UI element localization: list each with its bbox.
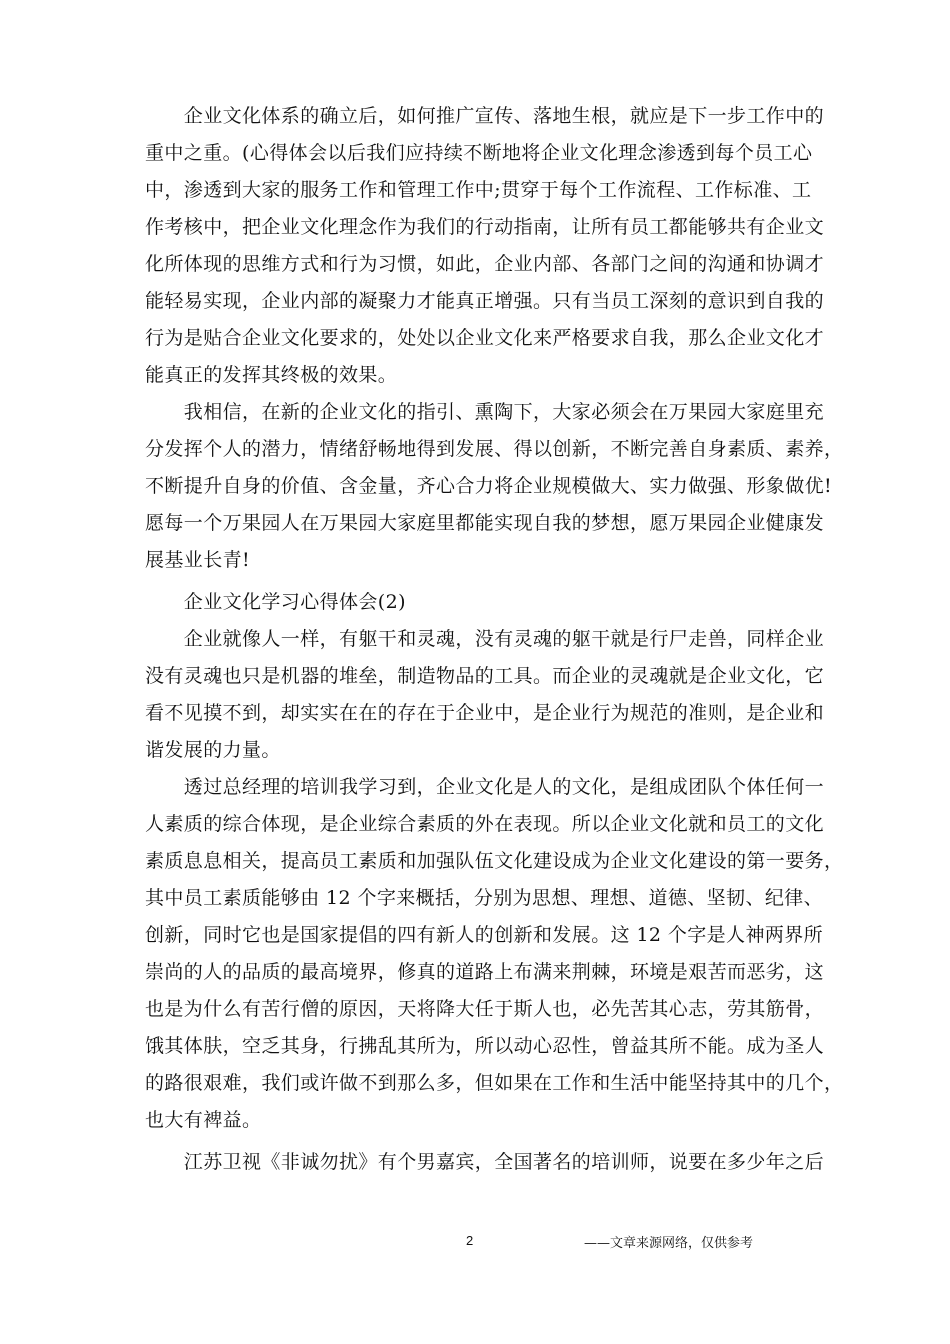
text-line: 行为是贴合企业文化要求的，处处以企业文化来严格要求自我，那么企业文化才 [145, 327, 825, 349]
text-line: 饿其体肤，空乏其身，行拂乱其所为，所以动心忍性，曾益其所不能。成为圣人 [145, 1035, 825, 1057]
text-line: 崇尚的人的品质的最高境界，修真的道路上布满来荆棘，环境是艰苦而恶劣，这 [145, 961, 825, 983]
text-line: 企业就像人一样，有躯干和灵魂，没有灵魂的躯干就是行尸走兽，同样企业 [145, 628, 825, 650]
section-heading: 企业文化学习心得体会(2) [145, 591, 406, 613]
text-line: 也大有裨益。 [145, 1109, 262, 1131]
text-line: 创新，同时它也是国家提倡的四有新人的创新和发展。这 12 个字是人神两界所 [145, 924, 824, 946]
text-line: 人素质的综合体现，是企业综合素质的外在表现。所以企业文化就和员工的文化 [145, 813, 825, 835]
text-line: 分发挥个人的潜力，情绪舒畅地得到发展、得以创新，不断完善自身素质、素养， [145, 438, 844, 460]
text-line: 也是为什么有苦行僧的原因，天将降大任于斯人也，必先苦其心志，劳其筋骨， [145, 998, 825, 1020]
text-line: 不断提升自身的价值、含金量，齐心合力将企业规模做大、实力做强、形象做优! [145, 475, 833, 497]
text-line: 其中员工素质能够由 12 个字来概括，分别为思想、理想、道德、坚韧、纪律、 [145, 887, 824, 909]
text-line: 看不见摸不到，却实实在在的存在于企业中，是企业行为规范的准则，是企业和 [145, 702, 825, 724]
text-line: 我相信，在新的企业文化的指引、熏陶下，大家必须会在万果园大家庭里充 [145, 401, 825, 423]
page-number: 2 [466, 1233, 474, 1248]
text-line: 作考核中，把企业文化理念作为我们的行动指南，让所有员工都能够共有企业文 [145, 216, 825, 238]
text-line: 企业文化体系的确立后，如何推广宣传、落地生根，就应是下一步工作中的 [145, 105, 825, 127]
text-line: 谐发展的力量。 [145, 739, 281, 761]
text-line: 江苏卫视《非诚勿扰》有个男嘉宾，全国著名的培训师，说要在多少年之后 [145, 1151, 825, 1173]
text-line: 没有灵魂也只是机器的堆垒，制造物品的工具。而企业的灵魂就是企业文化，它 [145, 665, 825, 687]
text-line: 愿每一个万果园人在万果园大家庭里都能实现自我的梦想，愿万果园企业健康发 [145, 512, 825, 534]
text-line: 能真正的发挥其终极的效果。 [145, 364, 398, 386]
text-line: 化所体现的思维方式和行为习惯，如此，企业内部、各部门之间的沟通和协调才 [145, 253, 825, 275]
text-line: 重中之重。(心得体会以后我们应持续不断地将企业文化理念渗透到每个员工心 [145, 142, 813, 164]
text-line: 展基业长青! [145, 549, 251, 571]
text-line: 透过总经理的培训我学习到，企业文化是人的文化，是组成团队个体任何一 [145, 776, 825, 798]
source-note: ——文章来源网络，仅供参考 [584, 1236, 754, 1251]
text-line: 能轻易实现，企业内部的凝聚力才能真正增强。只有当员工深刻的意识到自我的 [145, 290, 825, 312]
text-line: 中，渗透到大家的服务工作和管理工作中;贯穿于每个工作流程、工作标准、工 [145, 179, 812, 201]
text-line: 的路很艰难，我们或许做不到那么多，但如果在工作和生活中能坚持其中的几个， [145, 1072, 844, 1094]
text-line: 素质息息相关，提高员工素质和加强队伍文化建设成为企业文化建设的第一要务， [145, 850, 844, 872]
